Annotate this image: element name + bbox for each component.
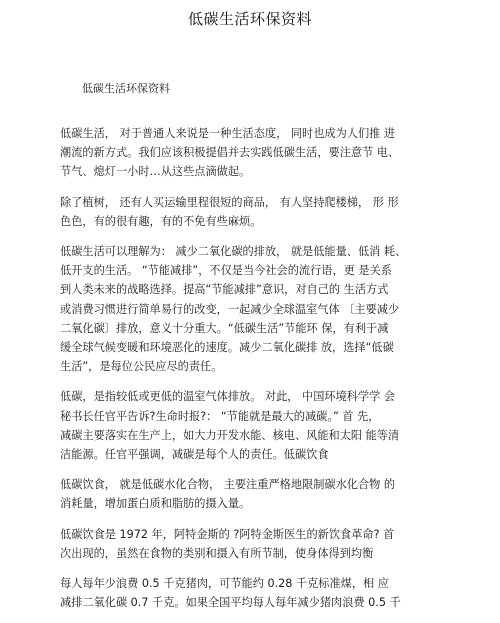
document-title: 低碳生活环保资料 [187, 10, 312, 28]
paragraph-line: 次出现的，虽然在食物的类别和摄入有所节制，使身体得到均衡 [60, 546, 374, 560]
paragraph [60, 387, 420, 464]
paragraph-line: 秘书长任官平告诉?生命时报?： “节能就是最大的减碳。” 首 先， [60, 409, 380, 423]
paragraph-line: 潮流的新方式。我们应该积极提倡并去实践低碳生活，要注意节 电、 [60, 146, 400, 160]
document-subtitle: 低碳生活环保资料 [82, 82, 170, 95]
paragraph-line: 节气、熄灯一小时…从这些点滴做起。 [60, 165, 251, 179]
paragraph-line: 生活”，是每位公民应尽的责任。 [60, 360, 223, 374]
paragraph-line: 减排二氧化碳 0.7 千克。如果全国平均每人每年减少猪肉浪费 0.5 千 [60, 596, 401, 610]
paragraph-line: 减碳主要落实在生产上，如大力开发水能、核电、风能和太阳 能等清 [60, 428, 400, 442]
paragraph-line: 二氧化碳〕排放，意义十分重大。“低碳生活”节能环 保，有利于减 [60, 321, 389, 335]
paragraph-line: 消耗量，增加蛋白质和脂肪的摄入量。 [60, 497, 251, 511]
paragraph-line: 色色，有的很有趣，有的不免有些麻烦。 [60, 214, 262, 228]
paragraph [60, 193, 420, 231]
paragraph-line: 低碳生活， 对于普通人来说是一种生活态度， 同时也成为人们推 进 [60, 127, 396, 140]
paragraph-line: 每人每年少浪费 0.5 千克猪肉，可节能约 0.28 千克标准煤，相 应 [60, 577, 389, 591]
paragraph-line: 或消费习惯进行简单易行的改变，一起减少全球温室气体 〔主要减少 [60, 302, 400, 316]
paragraph-line: 低碳，是指较低或更低的温室气体排放。 对此， 中国环境科学学 会 [60, 390, 396, 404]
paragraph [60, 242, 420, 376]
paragraph-line: 低碳饮食是 1972 年，阿特金斯的 ?阿特金斯医生的新饮食革命? 首 [60, 527, 395, 541]
paragraph [60, 124, 420, 182]
paragraph-line: 除了植树， 还有人买运输里程很短的商品， 有人坚持爬楼梯， 形 形 [60, 195, 399, 209]
paragraph [60, 574, 420, 612]
paragraph [60, 475, 420, 513]
paragraph-line: 低碳饮食， 就是低碳水化合物， 主要注重严格地限制碳水化合物 的 [60, 478, 396, 492]
paragraph-line: 洁能源。任官平强调，减碳是每个人的责任。低碳饮食 [60, 448, 329, 462]
document-body [60, 124, 420, 623]
paragraph-line: 低碳生活可以理解为： 减少二氧化碳的排放， 就是低能量、低消 耗、 [60, 245, 407, 259]
paragraph-line: 低开支的生活。 “节能减排”，不仅是当今社会的流行语，更 是关系 [60, 264, 392, 278]
paragraph [60, 525, 420, 563]
paragraph-line: 到人类未来的战略选择。提高“节能减排”意识，对自己的 生活方式 [60, 283, 389, 297]
paragraph-line: 缓全球气候变暖和环境恶化的速度。减少二氧化碳排 放，选择“低碳 [60, 341, 394, 355]
